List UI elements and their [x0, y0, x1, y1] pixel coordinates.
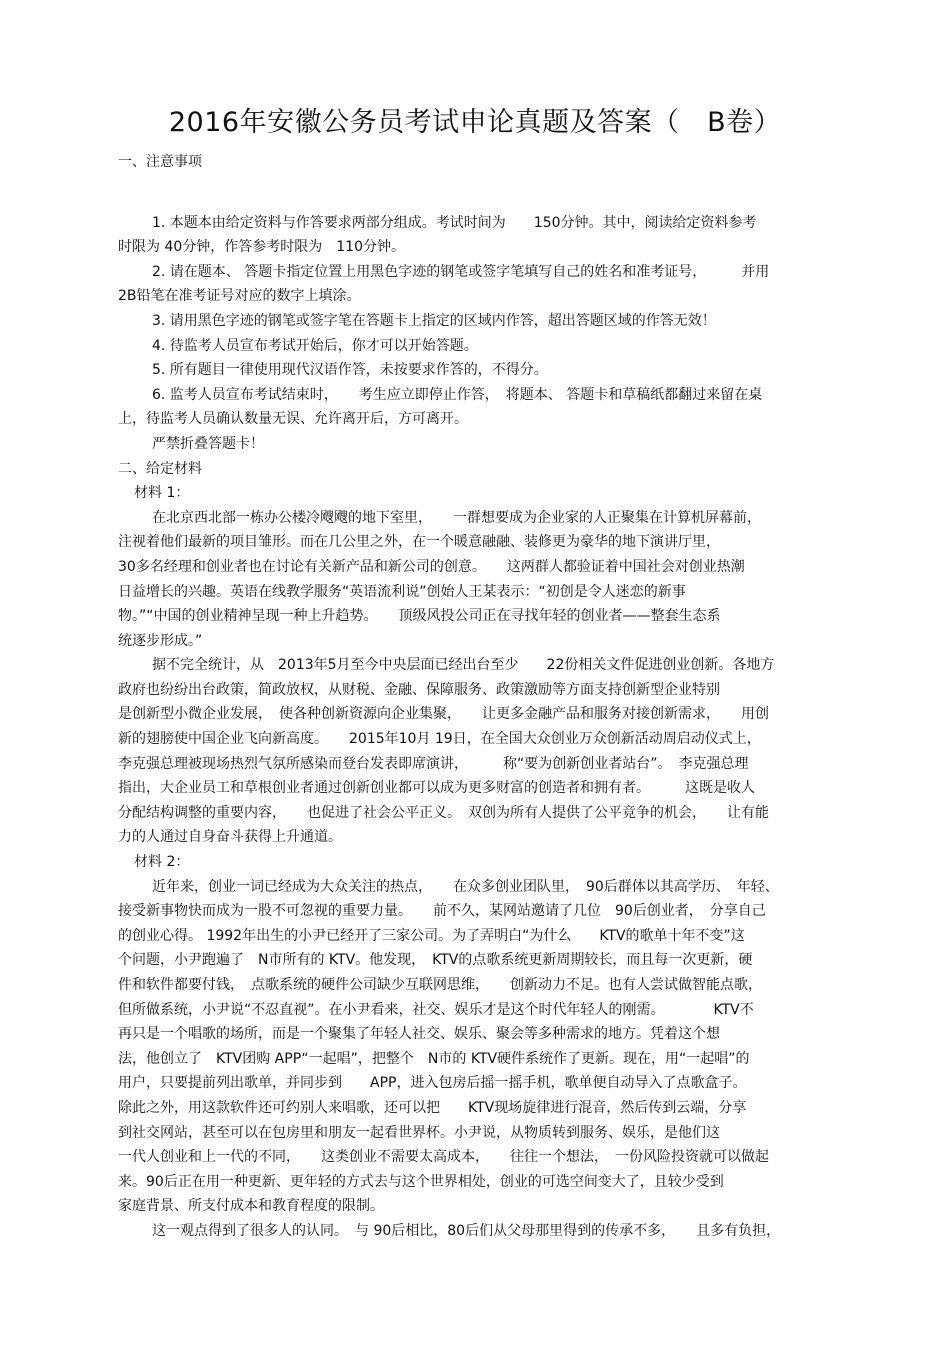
text-line: 个问题，小尹跑遍了 N市所有的 KTV。他发现， KTV的点歌系统更新周期较长，而且每一次更新，硬	[118, 952, 753, 969]
text-line: 2B铅笔在准考证号对应的数字上填涂。	[118, 288, 361, 305]
text-line: 30多名经理和创业者也在讨论有关新产品和新公司的创意。 这两群人都验证着中国社会对创业热潮	[118, 558, 745, 575]
text-line: 政府也纷纷出台政策，简政放权，从财税、金融、保障服务、政策激励等方面支持创新型企业特别	[118, 681, 720, 698]
text-line: 严禁折叠答题卡！	[152, 435, 264, 452]
text-line: 新的翅膀使中国企业飞向新高度。 2015年10月 19日，在全国大众创业万众创新活动周启动仪式上，	[118, 731, 761, 748]
text-line: 物。”“中国的创业精神呈现一种上升趋势。 顶级风投公司正在寻找年轻的创业者——整套生态系	[118, 608, 721, 625]
text-line: 指出，大企业员工和草根创业者通过创新创业都可以成为更多财富的创造者和拥有者。 这既是收人	[118, 780, 755, 797]
text-line: 法，他创立了 KTV团购 APP“一起唱”，把整个 N市的 KTV硬件系统作了更新。现在，用“一起唱”的	[118, 1050, 750, 1067]
text-line: 的创业心得。 1992年出生的小尹已经开了三家公司。为了弄明白“为什么 KTV的歌单十年不变”这	[118, 927, 745, 944]
text-line: 材料 2：	[134, 854, 190, 871]
text-line: 是创新型小微企业发展， 使各种创新资源向企业集聚， 让更多金融产品和服务对接创新需求， 用创	[118, 706, 769, 723]
text-line: 件和软件都要付钱， 点歌系统的硬件公司缺少互联网思维， 创新动力不足。也有人尝试做智能点歌，	[118, 977, 762, 993]
text-line: 一代人创业和上一代的不同， 这类创业不需要太高成本， 往往一个想法， 一份风险投资就可以做起	[118, 1149, 769, 1166]
text-line: 力的人通过自身奋斗获得上升通道。	[118, 829, 342, 846]
text-line: 近年来，创业一词已经成为大众关注的热点， 在众多创业团队里， 90后群体以其高学历、 年轻、	[152, 878, 779, 895]
text-line: 注视着他们最新的项目雏形。而在几公里之外，在一个暖意融融、装修更为豪华的地下演讲厅里，	[118, 534, 720, 551]
text-line: 一、注意事项	[118, 154, 202, 170]
text-line: 统逐步形成。”	[118, 632, 203, 649]
text-line: 二、给定材料	[118, 460, 202, 477]
text-line: 分配结构调整的重要内容， 也促进了社会公平正义。 双创为所有人提供了公平竞争的机会， 让有能	[118, 804, 769, 821]
text-line: 来。90后正在用一种更新、更年轻的方式去与这个世界相处，创业的可选空间变大了，且较少受到	[118, 1173, 724, 1190]
text-line: 4. 待监考人员宣布考试开始后，你才可以开始答题。	[152, 337, 478, 354]
text-line: 再只是一个唱歌的场所，而是一个聚集了年轻人社交、娱乐、聚会等多种需求的地方。凭着这个想	[118, 1026, 720, 1043]
text-line: 3. 请用黑色字迹的钢笔或签字笔在答题卡上指定的区域内作答，超出答题区域的作答无效！	[152, 312, 716, 329]
text-line: 时限为 40分钟，作答参考时限为 110分钟。	[118, 239, 405, 256]
text-line: 但所做系统，小尹说“不忍直视”。在小尹看来，社交、娱乐才是这个时代年轻人的刚需。 KTV不	[118, 1001, 754, 1018]
text-line: 6. 监考人员宣布考试结束时， 考生应立即停止作答， 将题本、 答题卡和草稿纸都翻过来留在桌	[152, 386, 763, 403]
document-title: 2016年安徽公务员考试申论真题及答案（ B卷）	[168, 107, 782, 138]
text-line: 家庭背景、所支付成本和教育程度的限制。	[118, 1198, 384, 1215]
text-line: 2. 请在题本、 答题卡指定位置上用黑色字迹的钢笔或签字笔填写自己的姓名和准考证号， 并用	[152, 263, 770, 280]
text-line: 在北京西北部一栋办公楼冷飕飕的地下室里， 一群想要成为企业家的人正聚集在计算机屏幕前，	[152, 509, 761, 526]
text-line: 到社交网站，甚至可以在包房里和朋友一起看世界杯。小尹说，从物质转到服务、娱乐，是他们这	[118, 1124, 720, 1141]
text-line: 材料 1：	[134, 485, 190, 502]
text-line: 据不完全统计，从 2013年5月至今中央层面已经出台至少 22份相关文件促进创业创新。各地方	[152, 657, 775, 674]
text-line: 1. 本题本由给定资料与作答要求两部分组成。考试时间为 150分钟。其中，阅读给定资料参考	[152, 214, 757, 231]
text-line: 除此之外，用这款软件还可约别人来唱歌，还可以把 KTV现场旋律进行混音，然后传到云端，分享	[118, 1099, 747, 1116]
text-line: 日益增长的兴趣。英语在线教学服务“英语流利说”创始人王某表示：“初创是令人迷恋的新事	[118, 583, 686, 600]
text-line: 这一观点得到了很多人的认同。 与 90后相比，80后们从父母那里得到的传承不多， 且多有负担，	[152, 1222, 781, 1239]
text-line: 接受新事物快而成为一股不可忽视的重要力量。 前不久，某网站邀请了几位 90后创业者， 分享自己	[118, 903, 766, 920]
text-line: 李克强总理被现场热烈气氛所感染而登台发表即席演讲， 称“要为创新创业者站台”。 李克强总理	[118, 755, 749, 772]
text-line: 上，待监考人员确认数量无误、允许离开后，方可离开。	[118, 411, 468, 428]
text-line: 用户，只要提前列出歌单，并同步到 APP，进入包房后摇一摇手机，歌单便自动导入了点歌盒子。	[118, 1075, 747, 1092]
document-body	[118, 150, 838, 1244]
text-line: 5. 所有题目一律使用现代汉语作答，未按要求作答的，不得分。	[152, 362, 548, 379]
